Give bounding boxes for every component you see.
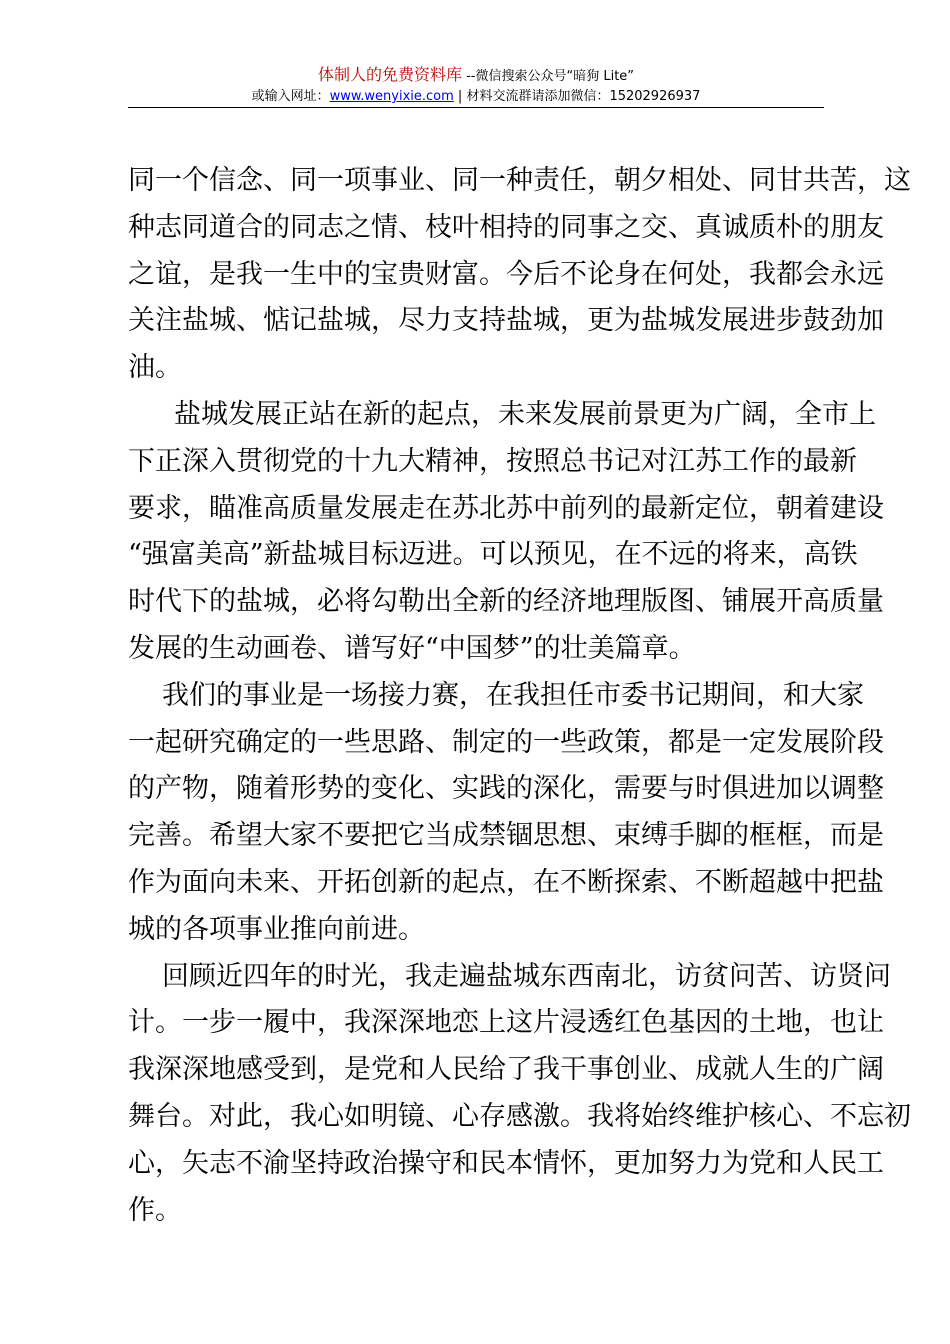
page-header xyxy=(128,64,824,106)
text-line: 关注盐城、惦记盐城，尽力支持盐城，更为盐城发展进步鼓劲加 xyxy=(128,305,884,337)
text-line: 时代下的盐城，必将勾勒出全新的经济地理版图、铺展开高质量 xyxy=(128,586,884,618)
text-line: 城的各项事业推向前进。 xyxy=(128,913,425,945)
text-line: “强富美高”新盐城目标迈进。可以预见，在不远的将来，高铁 xyxy=(128,539,858,571)
text-line: 要求，瞄准高质量发展走在苏北苏中前列的最新定位，朝着建设 xyxy=(128,492,884,524)
text-line: 我深深地感受到，是党和人民给了我干事创业、成就人生的广阔 xyxy=(128,1054,884,1086)
url-prefix: 或输入网址： xyxy=(251,89,330,104)
text-line: 完善。希望大家不要把它当成禁锢思想、束缚手脚的框框，而是 xyxy=(128,820,884,852)
text-line: 心，矢志不渝坚持政治操守和民本情怀，更加努力为党和人民工 xyxy=(128,1147,884,1179)
document-body xyxy=(128,158,911,1234)
contact-info: | 材料交流群请添加微信：15202926937 xyxy=(453,89,701,104)
text-line: 下正深入贯彻党的十九大精神，按照总书记对江苏工作的最新 xyxy=(128,445,857,477)
text-line: 的产物，随着形势的变化、实践的深化，需要与时俱进加以调整 xyxy=(128,773,884,805)
text-line: 舞台。对此，我心如明镜、心存感激。我将始终维护核心、不忘初 xyxy=(128,1100,911,1132)
text-line: 回顾近四年的时光，我走遍盐城东西南北，访贫问苦、访贤问 xyxy=(162,960,891,992)
text-line: 种志同道合的同志之情、枝叶相持的同事之交、真诚质朴的朋友 xyxy=(128,211,884,243)
paragraph xyxy=(128,673,884,954)
website-link[interactable]: www.wenyixie.com xyxy=(329,89,454,104)
header-title-line xyxy=(128,64,824,88)
header-tagline: --微信搜索公众号“暗狗 Lite” xyxy=(461,69,635,84)
paragraph xyxy=(128,158,911,392)
text-line: 同一个信念、同一项事业、同一种责任，朝夕相处、同甘共苦，这 xyxy=(128,165,911,196)
text-line: 一起研究确定的一些思路、制定的一些政策，都是一定发展阶段 xyxy=(128,726,884,758)
paragraph xyxy=(128,392,884,673)
header-contact-line xyxy=(128,88,824,106)
text-line: 计。一步一履中，我深深地恋上这片浸透红色基因的土地，也让 xyxy=(128,1007,884,1039)
text-line: 油。 xyxy=(128,352,182,384)
header-divider xyxy=(128,107,824,108)
text-line: 我们的事业是一场接力赛，在我担任市委书记期间，和大家 xyxy=(162,679,864,711)
text-line: 作。 xyxy=(128,1194,182,1226)
text-line: 盐城发展正站在新的起点，未来发展前景更为广阔，全市上 xyxy=(174,398,876,430)
text-line: 发展的生动画卷、谱写好“中国梦”的壮美篇章。 xyxy=(128,632,696,664)
text-line: 作为面向未来、开拓创新的起点，在不断探索、不断超越中把盐 xyxy=(128,866,884,898)
paragraph xyxy=(128,954,911,1235)
brand-title: 体制人的免费资料库 xyxy=(317,65,462,84)
text-line: 之谊，是我一生中的宝贵财富。今后不论身在何处，我都会永远 xyxy=(128,258,884,290)
